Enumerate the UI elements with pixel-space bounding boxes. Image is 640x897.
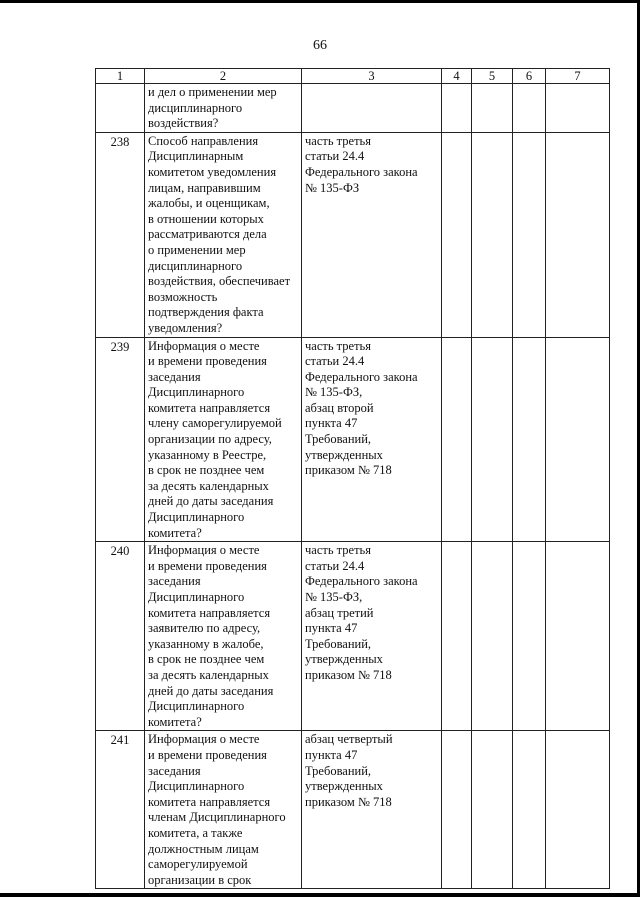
legal-reference: часть третья статьи 24.4 Федерального закона № 135-ФЗ, абзац третий пункта 47 Требований, утвержденных приказом № 718 xyxy=(302,542,442,731)
header-col-3: 3 xyxy=(302,69,442,84)
answer-na-cell xyxy=(513,84,546,133)
question-text: Информация о месте и времени проведения заседания Дисциплинарного комитета направляется заявителю по адресу, указанному в жалобе, в срок не позднее чем за десять календарных дней до даты заседания Дисциплинарного комитета? xyxy=(145,542,302,731)
notes-cell xyxy=(546,84,610,133)
answer-na-cell xyxy=(513,337,546,542)
requirements-table xyxy=(95,68,610,889)
row-number: 239 xyxy=(96,337,145,542)
header-col-6: 6 xyxy=(513,69,546,84)
question-text: и дел о применении мер дисциплинарного воздействия? xyxy=(145,84,302,133)
notes-cell xyxy=(546,337,610,542)
header-col-5: 5 xyxy=(472,69,513,84)
row-number xyxy=(96,84,145,133)
notes-cell xyxy=(546,542,610,731)
header-col-1: 1 xyxy=(96,69,145,84)
table-header-row xyxy=(96,69,610,84)
notes-cell xyxy=(546,731,610,889)
header-col-4: 4 xyxy=(442,69,472,84)
page-number: 66 xyxy=(313,38,327,53)
question-text: Информация о месте и времени проведения заседания Дисциплинарного комитета направляется членам Дисциплинарного комитета, а также должностным лицам саморегулируемой организации в срок xyxy=(145,731,302,889)
legal-reference xyxy=(302,84,442,133)
answer-no-cell xyxy=(472,132,513,337)
notes-cell xyxy=(546,132,610,337)
question-text: Информация о месте и времени проведения заседания Дисциплинарного комитета направляется члену саморегулируемой организации по адресу, указанному в Реестре, в срок не позднее чем за десять календарных дней до даты заседания Дисциплинарного комитета? xyxy=(145,337,302,542)
table-row xyxy=(96,132,610,337)
answer-na-cell xyxy=(513,731,546,889)
answer-no-cell xyxy=(472,84,513,133)
scan-bottom-border xyxy=(0,893,640,897)
table-row xyxy=(96,337,610,542)
legal-reference: часть третья статьи 24.4 Федерального закона № 135-ФЗ xyxy=(302,132,442,337)
header-col-2: 2 xyxy=(145,69,302,84)
header-col-7: 7 xyxy=(546,69,610,84)
legal-reference: абзац четвертый пункта 47 Требований, утвержденных приказом № 718 xyxy=(302,731,442,889)
answer-na-cell xyxy=(513,542,546,731)
answer-no-cell xyxy=(472,731,513,889)
row-number: 240 xyxy=(96,542,145,731)
answer-yes-cell xyxy=(442,542,472,731)
answer-yes-cell xyxy=(442,337,472,542)
answer-no-cell xyxy=(472,542,513,731)
row-number: 238 xyxy=(96,132,145,337)
table-row xyxy=(96,84,610,133)
question-text: Способ направления Дисциплинарным комитетом уведомления лицам, направившим жалобы, и оценщикам, в отношении которых рассматриваются дела о применении мер дисциплинарного воздействия, обеспечивает возможность подтверждения факта уведомления? xyxy=(145,132,302,337)
table-row xyxy=(96,542,610,731)
answer-no-cell xyxy=(472,337,513,542)
answer-yes-cell xyxy=(442,731,472,889)
answer-na-cell xyxy=(513,132,546,337)
answer-yes-cell xyxy=(442,84,472,133)
answer-yes-cell xyxy=(442,132,472,337)
legal-reference: часть третья статьи 24.4 Федерального закона № 135-ФЗ, абзац второй пункта 47 Требований, утвержденных приказом № 718 xyxy=(302,337,442,542)
scan-top-border xyxy=(0,0,640,3)
row-number: 241 xyxy=(96,731,145,889)
table-row xyxy=(96,731,610,889)
